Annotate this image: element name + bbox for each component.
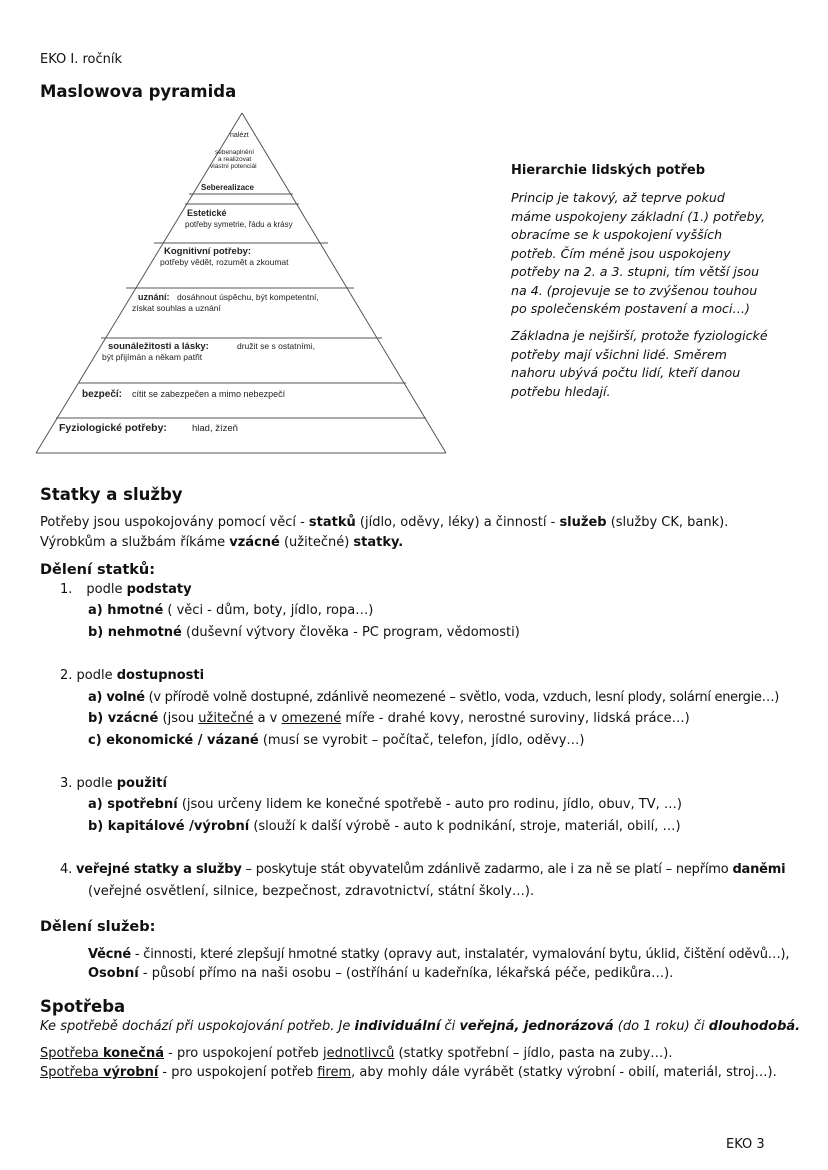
pyramid-level-2-label: sounáležitosti a lásky:	[108, 341, 209, 352]
pyramid-level-1-label: bezpečí:	[82, 389, 123, 400]
pyramid-level-4-desc: potřeby vědět, rozumět a zkoumat	[160, 257, 289, 267]
section-title-consumption: Spotřeba	[40, 997, 126, 1016]
goods-item-2a: a) volné (v přírodě volně dostupné, zdánlivě neomezené – světlo, voda, vzduch, lesní plody, solární energie…)	[88, 690, 780, 705]
services-item-2: Osobní - působí přímo na naši osobu – (ostříhání u kadeřníka, lékařská péče, pedikůra…).	[88, 966, 674, 981]
goods-group-2: 2. podle dostupnosti	[60, 668, 205, 683]
consumption-subtitle: Ke spotřebě dochází při uspokojování potřeb. Je individuální či veřejná, jednorázová (do 1 roku) či dlouhodobá.	[40, 1019, 801, 1034]
goods-item-2c: c) ekonomické / vázané (musí se vyrobit – počítač, telefon, jídlo, oděvy…)	[88, 733, 585, 748]
sidebar-paragraph-1: Princip je takový, až teprve pokud máme uspokojeny základní (1.) potřeby, obracíme se k uspokojení vyšších potřeb. Čím méně jsou uspokojeny potřeby na 2. a 3. stupni, tím větší jsou na 4. (projevuje se to zvýšenou touhou po společenském postavení a moci…)	[511, 190, 766, 316]
maslow-pyramid-diagram	[34, 110, 454, 460]
goods-intro-2: Výrobkům a službám říkáme vzácné (užitečné) statky.	[40, 535, 404, 550]
header-label: EKO I. ročník	[40, 52, 123, 67]
pyramid-level-7-desc: a realizovat	[218, 156, 252, 163]
services-division-title: Dělení služeb:	[40, 919, 156, 935]
pyramid-level-2-desc: družit se s ostatními,	[237, 341, 315, 351]
goods-division-title: Dělení statků:	[40, 562, 156, 578]
section-title-goods: Statky a služby	[40, 485, 183, 504]
sidebar-paragraph-2: Základna je nejširší, protože fyziologické potřeby mají všichni lidé. Směrem nahoru ubývá počtu lidí, kteří danou potřebu hledají.	[511, 328, 768, 399]
goods-group-1: 1. podle podstaty	[60, 582, 192, 597]
goods-item-3b: b) kapitálové /výrobní (slouží k další výrobě - auto k podnikání, stroje, materiál, obilí, …)	[88, 819, 681, 834]
pyramid-level-5-label: Estetické	[187, 208, 227, 218]
pyramid-level-6-label: Seberealizace	[201, 183, 254, 192]
pyramid-level-5-desc: potřeby symetrie, řádu a krásy	[185, 220, 293, 229]
pyramid-level-2-desc: být přijímán a někam patřit	[102, 352, 203, 362]
goods-item-1b: b) nehmotné (duševní výtvory člověka - PC program, vědomosti)	[88, 625, 520, 640]
pyramid-right-edge	[242, 113, 446, 453]
pyramid-level-7-desc: vlastní potenciál	[210, 163, 257, 170]
goods-group-4: 4. veřejné statky a služby – poskytuje stát obyvatelům zdánlivě zadarmo, ale i za ně se platí – nepřímo daněmi	[60, 862, 786, 877]
pyramid-level-1-desc: cítit se zabezpečen a mimo nebezpečí	[132, 389, 286, 399]
goods-item-2b: b) vzácné (jsou užitečné a v omezené míře - drahé kovy, nerostné suroviny, lidská práce…)	[88, 711, 690, 726]
sidebar-title: Hierarchie lidských potřeb	[511, 163, 706, 178]
footer-page-label: EKO 3	[726, 1137, 765, 1152]
pyramid-level-3-label: uznání:	[138, 292, 170, 302]
pyramid-level-3-desc: získat souhlas a uznání	[132, 303, 221, 313]
pyramid-level-4-label: Kognitivní potřeby:	[164, 246, 252, 257]
pyramid-level-0-label: Fyziologické potřeby:	[59, 422, 167, 434]
goods-item-1a: a) hmotné ( věci - dům, boty, jídlo, ropa…)	[88, 603, 374, 618]
goods-group-3: 3. podle použití	[60, 776, 167, 791]
pyramid-level-3-desc: dosáhnout úspěchu, být kompetentní,	[177, 292, 319, 302]
pyramid-level-7-label: nalézt	[230, 132, 249, 139]
goods-intro-1: Potřeby jsou uspokojovány pomocí věcí - statků (jídlo, oděvy, léky) a činností - služeb (služby CK, bank).	[40, 515, 729, 530]
services-item-1: Věcné - činnosti, které zlepšují hmotné statky (opravy aut, instalatér, vymalování bytu, úklid, čištění oděvů…),	[88, 947, 790, 962]
section-title-maslow: Maslowova pyramida	[40, 82, 237, 101]
consumption-line-2: Spotřeba výrobní - pro uspokojení potřeb firem, aby mohly dále vyrábět (statky výrobní - obilí, materiál, stroj…).	[40, 1065, 777, 1080]
pyramid-level-0-desc: hlad, žízeň	[192, 423, 238, 434]
consumption-line-1: Spotřeba konečná - pro uspokojení potřeb jednotlivců (statky spotřební – jídlo, pasta na zuby…).	[40, 1046, 673, 1061]
pyramid-level-7-desc: sebenaplnění	[215, 149, 255, 156]
goods-item-3a: a) spotřební (jsou určeny lidem ke konečné spotřebě - auto pro rodinu, jídlo, obuv, TV, …)	[88, 797, 682, 812]
goods-group-4-continued: (veřejné osvětlení, silnice, bezpečnost, zdravotnictví, státní školy…).	[88, 884, 535, 899]
